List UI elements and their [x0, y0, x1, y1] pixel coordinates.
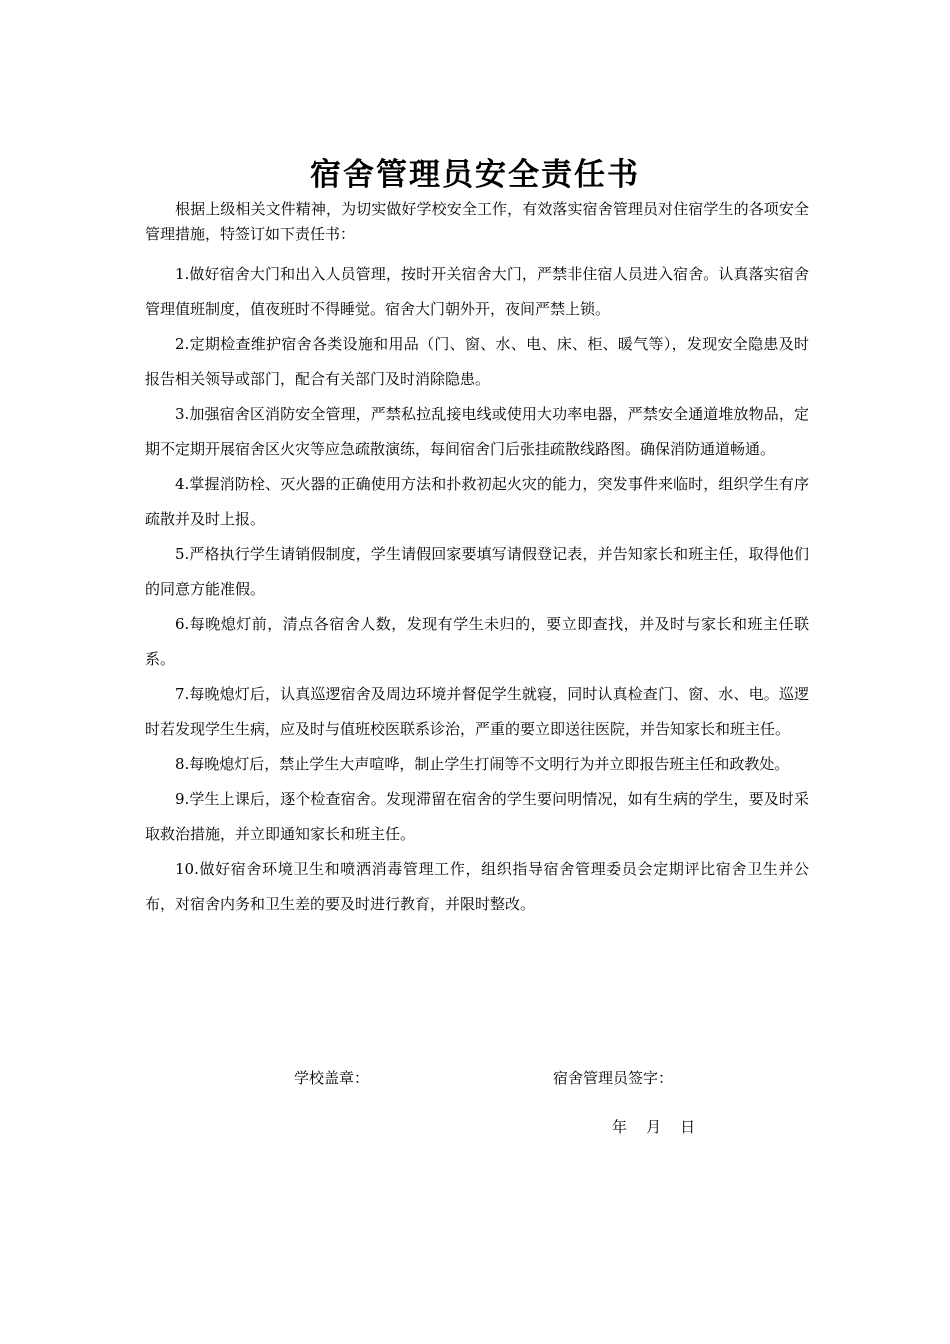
- clause-5: 5.严格执行学生请销假制度，学生请假回家要填写请假登记表，并告知家长和班主任，取得他们的同意方能准假。: [145, 545, 809, 598]
- clause-3: 3.加强宿舍区消防安全管理，严禁私拉乱接电线或使用大功率电器，严禁安全通道堆放物品，定期不定期开展宿舍区火灾等应急疏散演练，每间宿舍门后张挂疏散线路图。确保消防通道畅通。: [145, 405, 809, 458]
- date-line: 年 月 日: [612, 1118, 696, 1136]
- clause-6: 6.每晚熄灯前，清点各宿舍人数，发现有学生未归的，要立即查找，并及时与家长和班主任联系。: [145, 615, 809, 668]
- document-title: 宿舍管理员安全责任书: [310, 157, 640, 193]
- clause-2: 2.定期检查维护宿舍各类设施和用品（门、窗、水、电、床、柜、暖气等），发现安全隐患及时报告相关领导或部门，配合有关部门及时消除隐患。: [145, 335, 809, 388]
- clause-7: 7.每晚熄灯后，认真巡逻宿舍及周边环境并督促学生就寝，同时认真检查门、窗、水、电。巡逻时若发现学生生病，应及时与值班校医联系诊治，严重的要立即送往医院，并告知家长和班主任。: [145, 685, 809, 738]
- school-seal-label: 学校盖章：: [294, 1069, 370, 1087]
- clause-4: 4.掌握消防栓、灭火器的正确使用方法和扑救初起火灾的能力，突发事件来临时，组织学生有序疏散并及时上报。: [145, 475, 809, 528]
- intro-paragraph: 根据上级相关文件精神，为切实做好学校安全工作，有效落实宿舍管理员对住宿学生的各项安全管理措施，特签订如下责任书：: [145, 200, 809, 243]
- clause-1: 1.做好宿舍大门和出入人员管理，按时开关宿舍大门，严禁非住宿人员进入宿舍。认真落实宿舍管理值班制度，值夜班时不得睡觉。宿舍大门朝外开，夜间严禁上锁。: [145, 265, 809, 318]
- clause-9: 9.学生上课后，逐个检查宿舍。发现滞留在宿舍的学生要问明情况，如有生病的学生，要及时采取救治措施，并立即通知家长和班主任。: [145, 790, 809, 843]
- manager-signature-label: 宿舍管理员签字：: [553, 1069, 674, 1087]
- clause-10: 10.做好宿舍环境卫生和喷洒消毒管理工作，组织指导宿舍管理委员会定期评比宿舍卫生并公布，对宿舍内务和卫生差的要及时进行教育，并限时整改。: [145, 860, 809, 913]
- document-body: [145, 197, 809, 922]
- clause-8: 8.每晚熄灯后，禁止学生大声喧哗，制止学生打闹等不文明行为并立即报告班主任和政教处。: [175, 755, 790, 773]
